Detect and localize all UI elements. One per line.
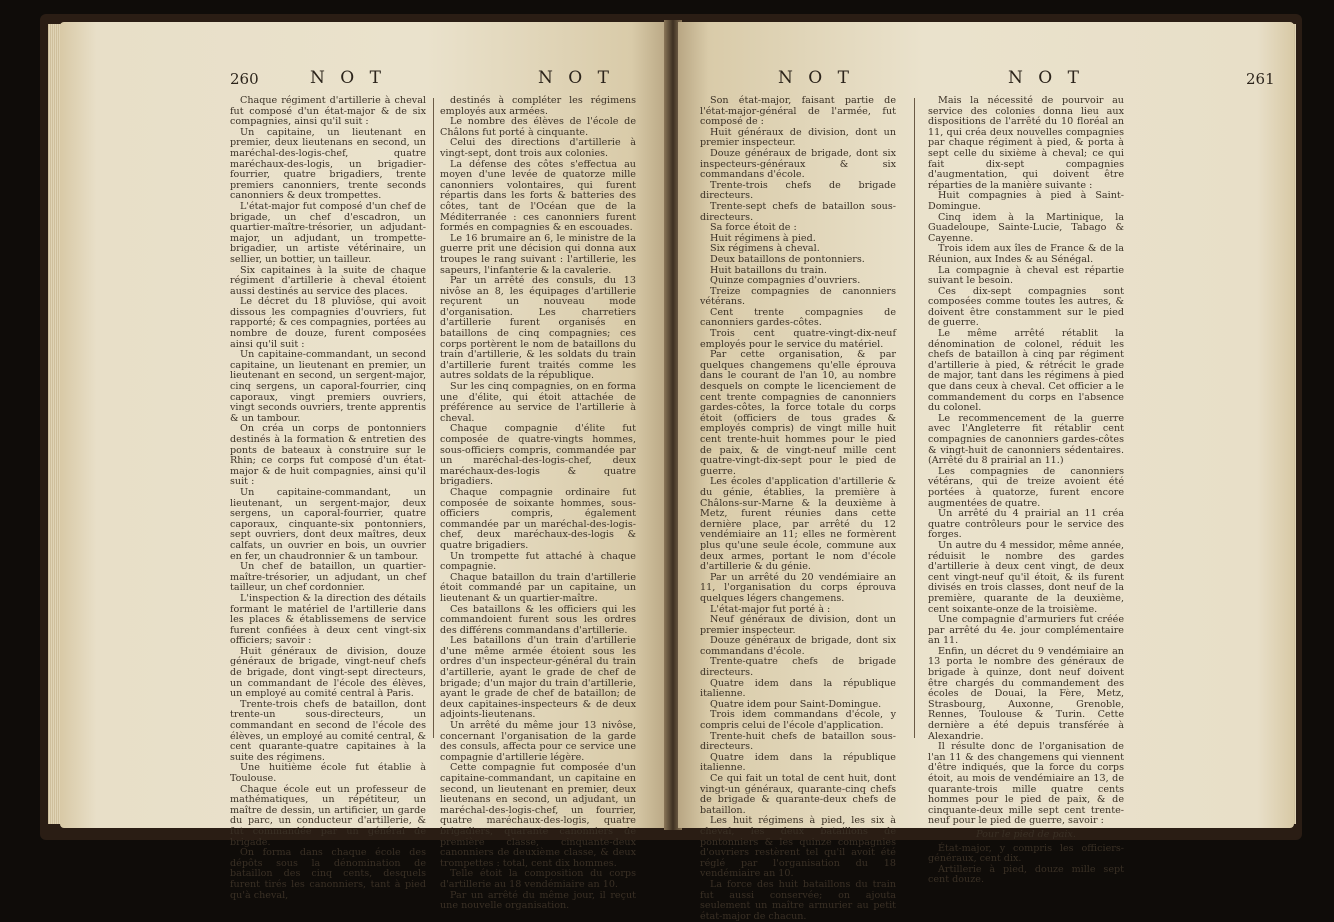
paragraph: Chaque compagnie d'élite fut composée de quatre-vingts hommes, sous-officiers compris, commandée par un maréchal-des-logis-chef, deux maréchaux-des-logis & quatre brigadiers. <box>440 423 636 488</box>
paragraph: Trente-huit chefs de bataillon sous-directeurs. <box>700 730 896 753</box>
running-head-left-2: N O T <box>538 68 614 88</box>
paragraph: Une huitième école fut établie à Toulouse. <box>230 762 426 784</box>
paragraph: Huit généraux de division, douze généraux de brigade, vingt-neuf chefs de brigade, dont vingt-sept directeurs, un commandant de l'école des élèves, un employé au comité central à Paris. <box>230 645 426 700</box>
paragraph: Trente-trois chefs de bataillon, dont trente-un sous-directeurs, un commandant en second de l'école des élèves, un employé au comité central, & cent quarante-quatre capitaines à la suite des régimens. <box>230 698 426 763</box>
paragraph: Les écoles d'application d'artillerie & du génie, établies, la première à Châlons-sur-Marne & la deuxième à Metz, furent réunies dans cette dernière place, par arrêté du 12 vendémiaire an 11; elles ne formèrent plus qu'une seule école, commune aux deux armes, portant le nom d'école d'artillerie & du génie. <box>700 476 896 573</box>
paragraph: Sur les cinq compagnies, on en forma une d'élite, qui étoit attachée de préférence au service de l'artillerie à cheval. <box>440 381 636 424</box>
paragraph: La défense des côtes s'effectua au moyen d'une levée de quatorze mille canonniers volontaires, qui furent répartis dans les forts & batteries des côtes, tant de l'Océan que de la Méditerranée : ces canonniers furent formés en compagnies & en escouades. <box>440 158 636 234</box>
paragraph: Un chef de bataillon, un quartier-maître-trésorier, un adjudant, un chef tailleur, un chef cordonnier. <box>230 561 426 594</box>
column-rule <box>914 98 915 738</box>
paragraph: Une compagnie d'armuriers fut créée par arrêté du 4e. jour complémentaire an 11. <box>928 614 1124 647</box>
paragraph: Trente-sept chefs de bataillon sous-directeurs. <box>700 200 896 223</box>
paragraph: Les compagnies de canonniers vétérans, qui de treize avoient été portées à quatorze, furent encore augmentées de quatre. <box>928 465 1124 509</box>
left-page-column-2 <box>440 96 636 912</box>
paragraph: Trois idem commandans d'école, y compris celui de l'école d'application. <box>700 709 896 732</box>
paragraph: Celui des directions d'artillerie à vingt-sept, dont trois aux colonies. <box>440 137 636 159</box>
page-number-right: 261 <box>1246 70 1275 88</box>
paragraph: On créa un corps de pontonniers destinés à la formation & entretien des ponts de bateaux à construire sur le Rhin; ce corps fut composé d'un état-major & de huit compagnies, ainsi qu'il suit : <box>230 423 426 488</box>
paragraph: Mais la nécessité de pourvoir au service des colonies donna lieu aux dispositions de l'arrêté du 10 floréal an 11, qui créa deux nouvelles compagnies par chaque régiment à pied, & porta à sept celle du sixième à cheval; ce qui fait dix-sept compagnies d'augmentation, qui doivent être réparties de la manière suivante : <box>928 95 1124 191</box>
running-head-right-2: N O T <box>1008 68 1084 88</box>
paragraph: Trois cent quatre-vingt-dix-neuf employés pour le service du matériel. <box>700 328 896 350</box>
paragraph: Six capitaines à la suite de chaque régiment d'artillerie à cheval étoient aussi destinés au service des places. <box>230 264 426 297</box>
paragraph: Ces dix-sept compagnies sont composées comme toutes les autres, & doivent être constamment sur le pied de guerre. <box>928 285 1124 329</box>
paragraph: Un arrêté du 4 prairial an 11 créa quatre contrôleurs pour le service des forges. <box>928 508 1124 541</box>
paragraph: Un trompette fut attaché à chaque compagnie. <box>440 550 636 573</box>
paragraph: Les bataillons d'un train d'artillerie d'une même armée étoient sous les ordres d'un inspecteur-général du train d'artillerie, ayant le grade de chef de brigade; d'un major du train d'artillerie, ayant le grade de chef de bataillon; de deux capitaines-inspecteurs & de deux adjoints-lieutenans. <box>440 635 636 721</box>
paragraph: L'inspection & la direction des détails formant le matériel de l'artillerie dans les places & établissemens de service furent confiées à deux cent vingt-six officiers; savoir : <box>230 592 426 647</box>
paragraph: Le même arrêté rétablit la dénomination de colonel, réduit les chefs de bataillon à cinq par régiment d'artillerie à pied, & rétrécit le grade de major, tant dans les régimens à pied que dans ceux à cheval. Cet officier a le commandement du corps en l'absence du colonel. <box>928 328 1124 414</box>
paragraph: Deux bataillons de pontonniers. <box>710 253 865 265</box>
paragraph: Neuf généraux de division, dont un premier inspecteur. <box>700 614 896 636</box>
paragraph: Chaque bataillon du train d'artillerie étoit commandé par un capitaine, un lieutenant & un quartier-maître. <box>440 571 636 604</box>
paragraph: Douze généraux de brigade, dont six commandans d'école. <box>700 635 896 657</box>
paragraph: Sa force étoit de : <box>710 222 797 234</box>
paragraph: Six régimens à cheval. <box>710 243 820 255</box>
paragraph: Douze généraux de brigade, dont six inspecteurs-généraux & six commandans d'école. <box>700 147 896 181</box>
paragraph: Par un arrêté du 20 vendémiaire an 11, l'organisation du corps éprouva quelques légers changemens. <box>700 571 896 604</box>
paragraph: Un autre du 4 messidor, même année, réduisit le nombre des gardes d'artillerie à deux cent vingt, de deux cent vingt-neuf qu'il étoit, & ils furent divisés en trois classes, dont neuf de la première, quarante de la deuxième, cent soixante-onze de la troisième. <box>928 539 1124 615</box>
left-page-column-1 <box>230 96 426 901</box>
paragraph: Un capitaine, un lieutenant en premier, deux lieutenans en second, un maréchal-des-logis-chef, quatre maréchaux-des-logis, un brigadier-fourrier, quatre brigadiers, trente premiers canonniers, trente seconds canonniers & deux trompettes. <box>230 126 426 202</box>
paragraph: Trois idem aux îles de France & de la Réunion, aux Indes & au Sénégal. <box>928 243 1124 265</box>
paragraph: Chaque régiment d'artillerie à cheval fut composé d'un état-major & de six compagnies, ainsi qu'il suit : <box>230 95 426 128</box>
paragraph: Le recommencement de la guerre avec l'Angleterre fit rétablir cent compagnies de canonniers gardes-côtes & vingt-huit de canonniers sédentaires. (Arrêté du 8 prairial an 11.) <box>928 412 1124 467</box>
paragraph: Un capitaine-commandant, un second capitaine, un lieutenant en premier, un lieutenant en second, un sergent-major, cinq sergens, un caporal-fourrier, cinq caporaux, vingt premiers ouvriers, vingt seconds ouvriers, trente apprentis & un tambour. <box>230 349 426 424</box>
paragraph: L'état-major fut porté à : <box>710 603 831 615</box>
paragraph: Ces bataillons & les officiers qui les commandoient furent sous les ordres des différens commandans d'artillerie. <box>440 603 636 636</box>
paragraph: Telle étoit la composition du corps d'artillerie au 18 vendémiaire an 10. <box>440 868 636 890</box>
paragraph: Le décret du 18 pluviôse, qui avoit dissous les compagnies d'ouvriers, fut rapporté; & ces compagnies, portées au nombre de douze, furent composées ainsi qu'il suit : <box>230 296 426 350</box>
paragraph: Huit compagnies à pied à Saint-Domingue. <box>928 190 1124 212</box>
paragraph: Trente-quatre chefs de brigade directeurs. <box>700 656 896 679</box>
paragraph: Cinq idem à la Martinique, la Guadeloupe, Sainte-Lucie, Tabago & Cayenne. <box>928 211 1124 244</box>
paragraph: Quatre idem pour Saint-Domingue. <box>710 698 882 710</box>
section-heading: Pour le pied de paix. <box>976 828 1076 840</box>
paragraph: Par cette organisation, & par quelques changemens qu'elle éprouva dans le courant de l'an 10, au nombre desquels on compte le licenciement de cent trente compagnies de canonniers gardes-côtes, la force totale du corps étoit (officiers de tous grades & employés compris) de vingt mille huit cent trente-huit hommes pour le pied de paix, & de vingt-neuf mille cent quatre-vingt-dix-sept pour le pied de guerre. <box>700 349 896 477</box>
right-page <box>678 22 1294 922</box>
paragraph: Ce qui fait un total de cent huit, dont vingt-un généraux, quarante-cinq chefs de brigade & quarante-deux chefs de bataillon. <box>700 773 896 816</box>
paragraph: destinés à compléter les régimens employés aux armées. <box>440 95 636 117</box>
paragraph: Artillerie à pied, douze mille sept cent douze. <box>928 863 1124 886</box>
paragraph: Cent trente compagnies de canonniers gardes-côtes. <box>700 306 896 329</box>
running-head-left-1: N O T <box>310 68 386 88</box>
paragraph: Treize compagnies de canonniers vétérans. <box>700 285 896 308</box>
paragraph: Enfin, un décret du 9 vendémiaire an 13 porta le nombre des généraux de brigade à quinze, dont neuf doivent être chargés du commandement des écoles de Douai, la Fère, Metz, Strasbourg, Auxonne, Grenoble, Rennes, Toulouse & Turin. Cette dernière a été depuis transférée à Alexandrie. <box>928 645 1124 742</box>
paragraph: Un capitaine-commandant, un lieutenant, un sergent-major, deux sergens, un caporal-fourrier, quatre caporaux, cinquante-six pontonniers, sept ouvriers, dont deux maîtres, deux calfats, un ouvrier en bois, un ouvrier en fer, un chaudronnier & un tambour. <box>230 486 426 562</box>
running-head-right-1: N O T <box>778 68 854 88</box>
paragraph: On forma dans chaque école des dépôts sous la dénomination de bataillon des cinq cents, desquels furent tirés les canonniers, tant à pied qu'à cheval, <box>230 847 426 901</box>
paragraph: Les huit régimens à pied, les six à cheval, les deux bataillons de pontonniers & les quinze compagnies d'ouvriers restèrent tel qu'il avoit été réglé par l'organisation du 18 vendémiaire an 10. <box>700 815 896 880</box>
paragraph: Chaque école eut un professeur de mathématiques, un répétiteur, un maître de dessin, un artificier, un garde du parc, un conducteur d'artillerie, & fut commandée par un général de brigade. <box>230 783 426 848</box>
page-number-left: 260 <box>230 70 259 88</box>
paragraph: Huit bataillons du train. <box>710 264 827 276</box>
paragraph: Il résulte donc de l'organisation de l'an 11 & des changemens qui viennent d'être indiqués, que la force du corps étoit, au mois de vendémiaire an 13, de quarante-trois mille quatre cents hommes pour le pied de paix, & de cinquante-deux mille sept cent trente-neuf pour le pied de guerre, savoir : <box>928 741 1124 827</box>
paragraph: Par un arrêté du même jour, il reçut une nouvelle organisation. <box>440 889 636 912</box>
paragraph: Le nombre des élèves de l'école de Châlons fut porté à cinquante. <box>440 116 636 138</box>
paragraph: Huit régimens à pied. <box>710 232 816 244</box>
column-rule <box>433 98 434 738</box>
paragraph: La force des huit bataillons du train fut aussi conservée; on ajouta seulement un maître armurier au petit état-major de chacun. <box>700 878 896 922</box>
paragraph: Par un arrêté des consuls, du 13 nivôse an 8, les équipages d'artillerie reçurent un nouveau mode d'organisation. Les charretiers d'artillerie furent organisés en bataillons de cinq compagnies; ces corps portèrent le nom de bataillons du train d'artillerie, & les soldats du train d'artillerie furent traités comme les autres soldats de la république. <box>440 275 636 382</box>
paragraph: Cette compagnie fut composée d'un capitaine-commandant, un capitaine en second, un lieutenant en premier, deux lieutenans en second, un adjudant, un maréchal-des-logis-chef, un fourrier, quatre maréchaux-des-logis, quatre brigadiers, quarante canonniers de première classe, cinquante-deux canonniers de deuxième classe, & deux trompettes : total, cent dix hommes. <box>440 762 636 869</box>
paragraph: La compagnie à cheval est répartie suivant le besoin. <box>928 264 1124 287</box>
paragraph: L'état-major fut composé d'un chef de brigade, un chef d'escadron, un quartier-maître-trésorier, un adjudant-major, un adjudant, un trompette-brigadier, un artiste vétérinaire, un sellier, un bottier, un tailleur. <box>230 200 426 265</box>
paragraph: Quatre idem dans la république italienne. <box>700 677 896 700</box>
left-page <box>60 22 668 912</box>
paragraph: Huit généraux de division, dont un premier inspecteur. <box>700 126 896 149</box>
paragraph: État-major, y compris les officiers-généraux, cent dix. <box>928 842 1124 865</box>
paragraph: Son état-major, faisant partie de l'état-major-général de l'armée, fut composé de : <box>700 95 896 128</box>
paragraph: Chaque compagnie ordinaire fut composée de soixante hommes, sous-officiers compris, également commandée par un maréchal-des-logis-chef, deux maréchaux-des-logis & quatre brigadiers. <box>440 486 636 551</box>
right-page-column-2 <box>928 96 1124 886</box>
paragraph: Le 16 brumaire an 6, le ministre de la guerre prit une décision qui donna aux troupes le rang suivant : l'artillerie, les sapeurs, l'infanterie & la cavalerie. <box>440 232 636 276</box>
paragraph: Trente-trois chefs de brigade directeurs. <box>700 179 896 202</box>
paragraph: Un arrêté du même jour 13 nivôse, concernant l'organisation de la garde des consuls, affecta pour ce service une compagnie d'artillerie légère. <box>440 720 636 763</box>
paragraph: Quatre idem dans la république italienne. <box>700 751 896 774</box>
paragraph: Quinze compagnies d'ouvriers. <box>710 275 861 287</box>
right-page-column-1 <box>700 96 896 922</box>
